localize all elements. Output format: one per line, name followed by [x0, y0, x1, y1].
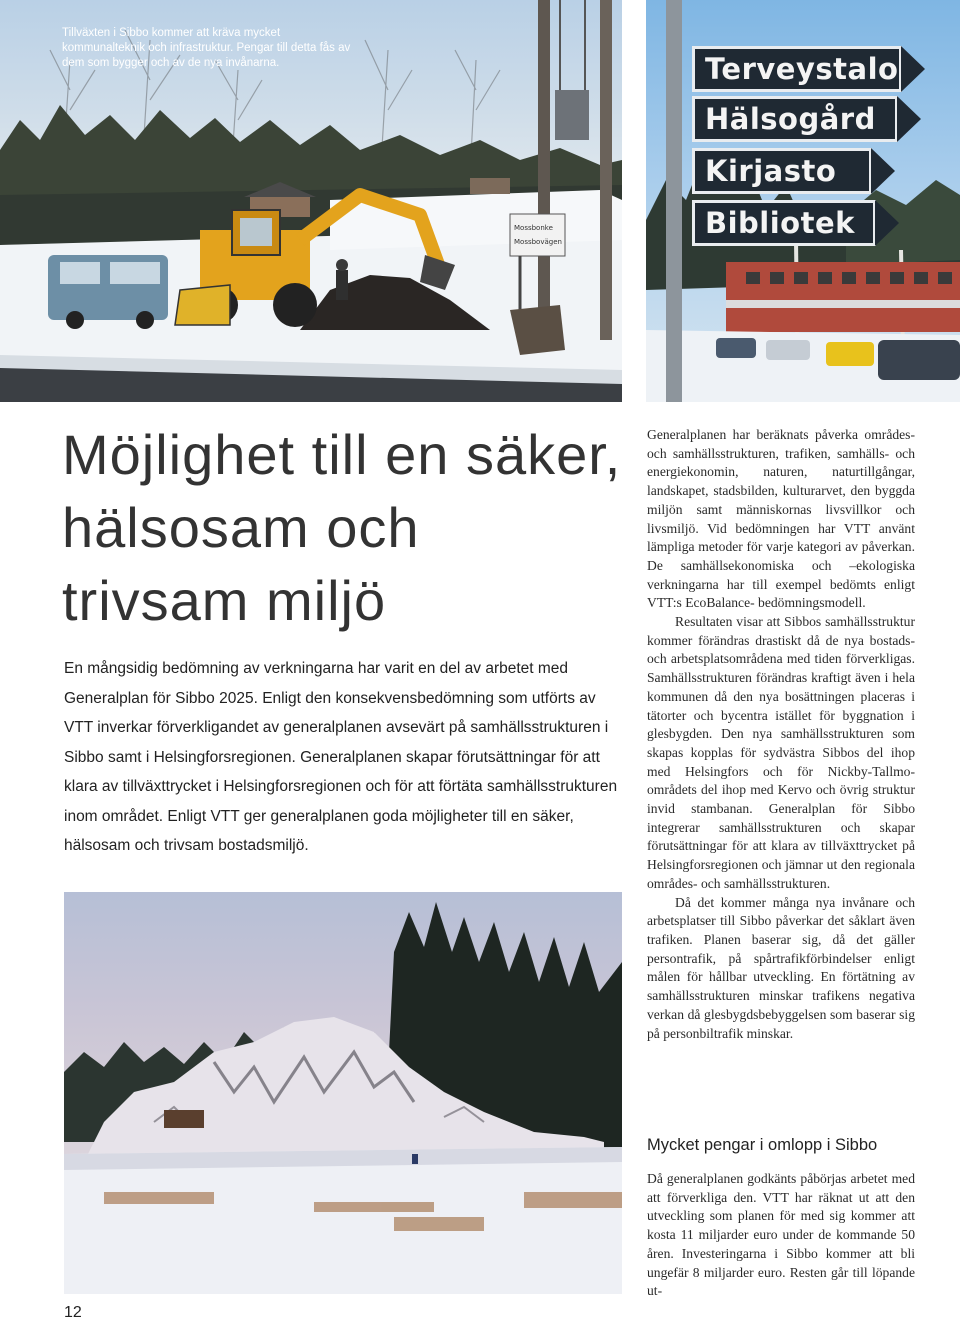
street-sign-line-2: Mossbovägen	[514, 238, 562, 246]
article-body	[647, 426, 915, 1043]
body-paragraph: Då generalplanen godkänts påbörjas arbetet med att förverkliga den. VTT har räknat ut att den utveckling som planen för med sig kommer att kosta 11 miljarder euro under de kommande 50 åren. Investeringarna i Sibbo kommer att bli ungefär 8 miljarder euro. Resten går till löpande ut-	[647, 1171, 915, 1299]
article-lead: En mångsidig bedömning av verkningarna har varit en del av arbetet med Generalplan för Sibbo 2025. Enligt den konsekvensbedömning som utförts av VTT inverkar förverkligandet av generalplanen avsevärt på samhällsstrukturen i Sibbo samt i Helsingforsregionen. Generalplanen skapar förutsättningar för att klara av tillväxttrycket i Helsingforsregionen och för att förtäta samhällsstrukturen inom området. Enligt VTT ger generalplanen goda möjligheter till en säker, hälsosam och trivsam bostadsmiljö.	[64, 660, 618, 854]
page-number: 12	[64, 1304, 82, 1321]
section-subheading: Mycket pengar i omlopp i Sibbo	[647, 1136, 878, 1154]
excavator-photo	[0, 0, 622, 402]
sign-kirjasto: Kirjasto	[692, 148, 872, 194]
frozen-lake-photo	[64, 892, 622, 1294]
body-paragraph: Resultaten visar att Sibbos samhällsstruktur kommer förändras drastiskt då de nya bostads- och arbetsplatsområdena med tiden förverkligas. Samhällsstrukturen förändras kraftigt även i hela kommunen då den nya bosättningen placeras i tätorter och bycentra istället för byggnation i glesbygden. Den nya samhällsstrukturen som skapas kopplas för sydvästra Sibbos del ihop med Helsingfors och för Nickby-Tallmo-områdets del ihop med Kervo och övrig struktur invid stambanan. Generalplan för Sibbo integrerar samhällsstrukturen och skapar förutsättningar för att klara av tillväxttrycket på Helsingforsregionen och jämnar ut den regionala områdes- och samhällsstrukturen.	[647, 614, 915, 891]
sign-terveystalo: Terveystalo	[692, 46, 902, 92]
sign-halsogard: Hälsogård	[692, 96, 898, 142]
road-signs-photo	[646, 0, 960, 402]
subsection-body	[647, 1170, 915, 1301]
body-paragraph: Generalplanen har beräknats påverka områdes- och samhällsstrukturen, trafiken, samhälls- och energiekonomin, naturen, naturtillgångar, landskapet, stadsbilden, kulturarvet, den byggda miljön samt människornas livsvillkor och livsmiljö. Vid bedömningen har VTT använt lämpliga metoder för varje kategori av påverkan. De samhällsekonomiska och –ekologiska verkningarna har till exempel bedömts enligt VTT:s EcoBalance- bedömningsmodell.	[647, 427, 915, 611]
article-headline: Möjlighet till en säker, hälsosam och trivsam miljö	[62, 423, 622, 632]
photo-caption: Tillväxten i Sibbo kommer att kräva mycket kommunalteknik och infrastruktur. Pengar till detta fås av dem som bygger och av de nya invånarna.	[62, 27, 351, 69]
street-sign-line-1: Mossbonke	[514, 224, 553, 232]
frozen-lake-scene-illustration	[64, 892, 622, 1294]
sign-bibliotek: Bibliotek	[692, 200, 876, 246]
body-paragraph: Då det kommer många nya invånare och arbetsplatser till Sibbo påverkar det såklart även trafiken. Planen baserar sig, då det gäller persontrafik, på spårtrafikförbindelser enligt målen för hållbar utveckling. En förtätning av samhällsstrukturen minskar trafikens negativa verkan då glesbygdsbebyggelsen som baserar sig på personbiltrafik minskar.	[647, 894, 915, 1041]
